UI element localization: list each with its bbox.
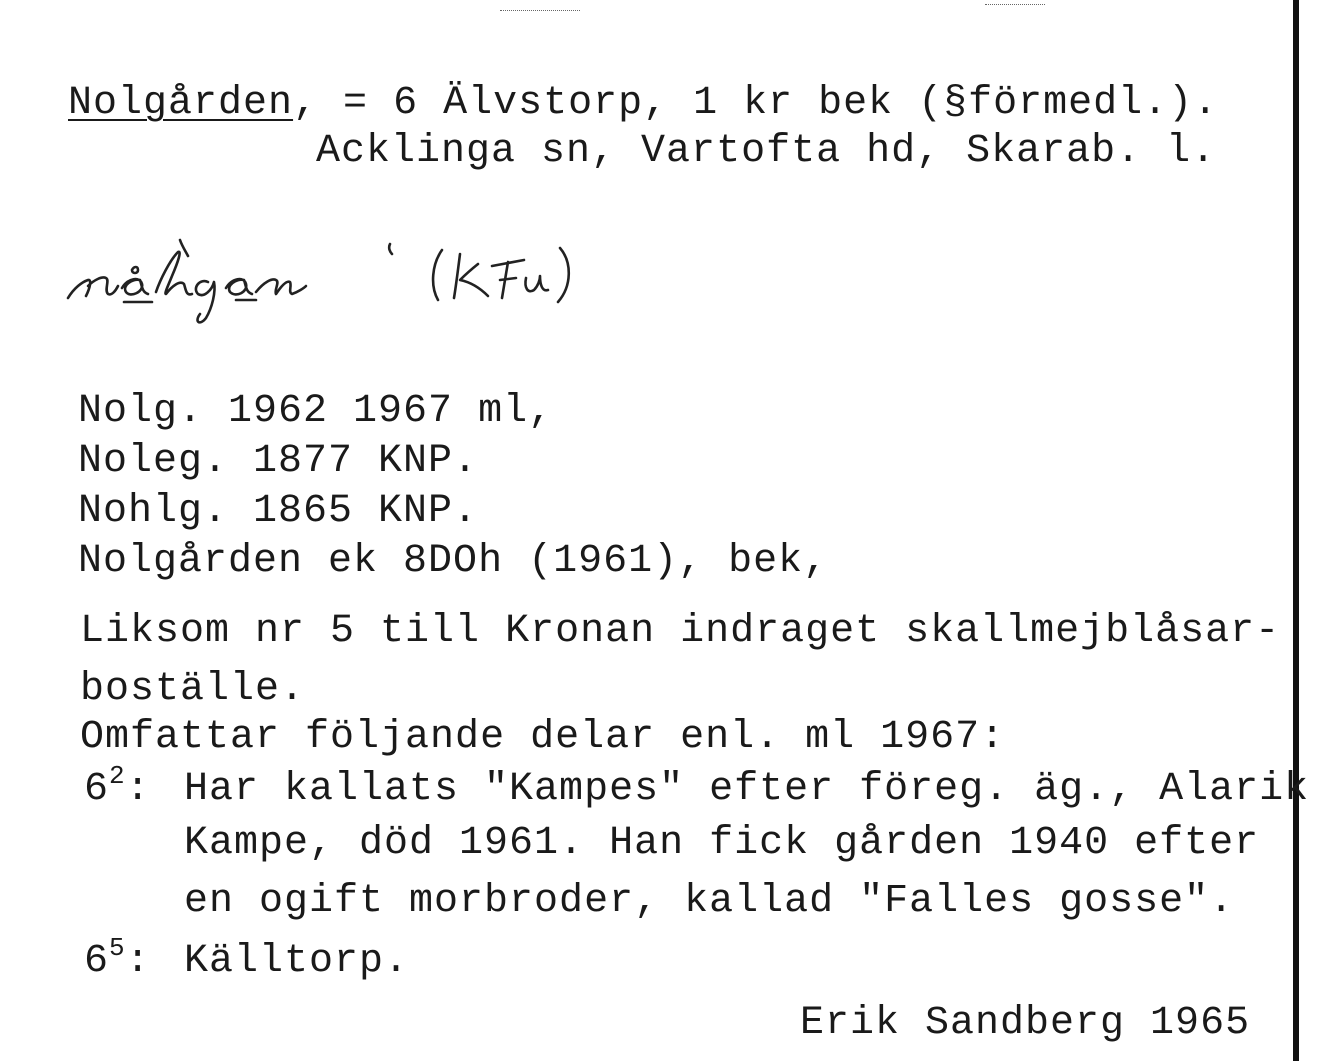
body-line: boställe. [80, 667, 306, 712]
part-number: 6 [84, 767, 110, 812]
place-name: Nolgården [68, 81, 294, 126]
form-line: Nohlg. 1865 KNP. [78, 489, 479, 534]
part-superscript: 2 [109, 761, 126, 791]
part-text-line: Källtorp. [184, 939, 410, 984]
header-rest: , = 6 Älvstorp, 1 kr bek (§förmedl.). [293, 81, 1219, 126]
part-text-line: Kampe, död 1961. Han fick gården 1940 efter [184, 821, 1260, 866]
part-number: 6 [84, 939, 110, 984]
form-line: Nolg. 1962 1967 ml, [78, 389, 554, 434]
part-text-line: en ogift morbroder, kallad "Falles gosse". [184, 879, 1235, 924]
part-separator: : [125, 767, 151, 812]
part-label [84, 761, 151, 812]
card-edge-shadow [1293, 0, 1299, 1061]
part-text-line: Har kallats "Kampes" efter föreg. äg., Alarik [184, 767, 1310, 812]
signature: Erik Sandberg 1965 [800, 1001, 1251, 1046]
part-label [84, 933, 151, 984]
form-line: Nolgården ek 8DOh (1961), bek, [78, 539, 829, 584]
header-line-2: Acklinga sn, Vartofta hd, Skarab. l. [316, 129, 1217, 174]
scan-mark [985, 4, 1045, 6]
body-line: Omfattar följande delar enl. ml 1967: [80, 715, 1006, 760]
body-line: Liksom nr 5 till Kronan indraget skallmejblåsar- [80, 609, 1281, 654]
scan-mark [500, 10, 580, 12]
handwritten-pronunciation [60, 230, 620, 340]
handwriting-drawing [60, 230, 620, 340]
part-separator: : [125, 939, 151, 984]
form-line: Noleg. 1877 KNP. [78, 439, 479, 484]
header-line-1 [68, 82, 1218, 126]
part-superscript: 5 [109, 933, 126, 963]
